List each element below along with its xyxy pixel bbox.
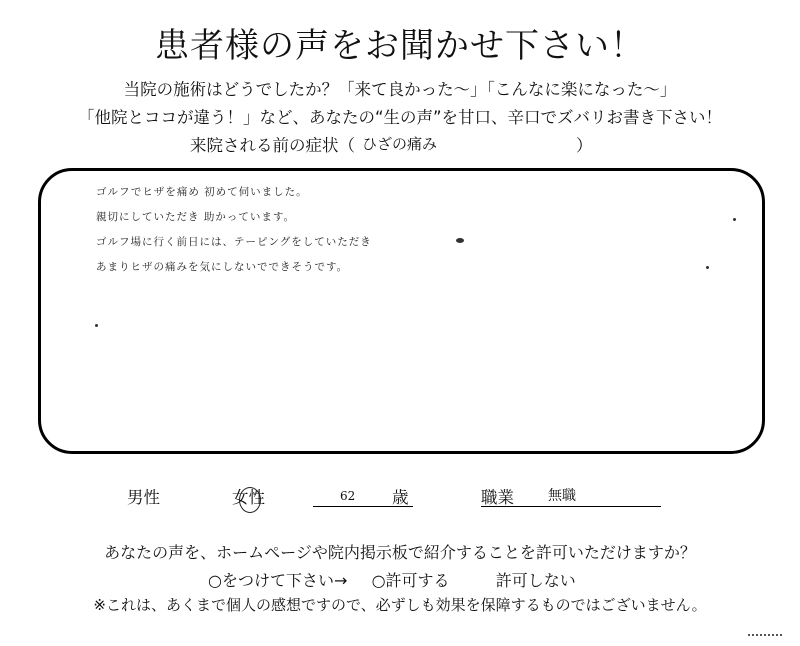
consent-instruction: ○をつけて下さい→ bbox=[208, 571, 348, 590]
occupation-underline bbox=[481, 506, 661, 507]
occupation-label: 職業 bbox=[481, 488, 514, 507]
intro-line-1: 当院の施術はどうでしたか？「来て良かった～」「こんなに楽になった～」 bbox=[123, 80, 677, 99]
consent-question: あなたの声を、ホームページや院内掲示板で紹介することを許可いただけますか？ bbox=[104, 543, 696, 562]
disclaimer: ※これは、あくまで個人の感想ですので、必ずしも効果を保障するものではございません。 bbox=[93, 596, 707, 614]
intro-line-2: 「他院とココが違う！」など、あなたの“生の声”を甘口、辛口でズバリお書き下さい！ bbox=[77, 108, 723, 127]
gender-male-option: 男性 bbox=[127, 488, 160, 507]
page-title: 患者様の声をお聞かせ下さい！ bbox=[155, 26, 645, 66]
symptom-close-paren: ） bbox=[576, 136, 593, 155]
consent-options bbox=[208, 568, 576, 591]
symptom-label: 来院される前の症状 bbox=[190, 136, 339, 155]
symptom-row bbox=[190, 132, 593, 156]
occupation-value: 無職 bbox=[548, 488, 576, 504]
feedback-line: ゴルフ場に行く前日には、テーピングをしていただき bbox=[96, 236, 372, 248]
scan-speck bbox=[706, 266, 709, 269]
feedback-line: ゴルフでヒザを痛め 初めて伺いました。 bbox=[96, 186, 308, 198]
age-label: 歳 bbox=[392, 488, 409, 507]
consent-deny-option: 許可しない bbox=[495, 571, 576, 590]
scan-dots bbox=[748, 634, 782, 636]
scan-speck bbox=[456, 238, 464, 243]
age-value: 62 bbox=[340, 489, 356, 503]
age-underline bbox=[313, 506, 413, 507]
scan-speck bbox=[733, 218, 736, 221]
feedback-line: 親切にしていただき 助かっています。 bbox=[96, 211, 295, 223]
consent-allow-option: ○許可する bbox=[371, 571, 450, 590]
symptom-value: ひざの痛み bbox=[362, 135, 438, 153]
gender-female-option: 女性 bbox=[232, 488, 265, 507]
feedback-line: あまりヒザの痛みを気にしないでできそうです。 bbox=[96, 261, 349, 273]
selection-circle-mark bbox=[239, 487, 261, 513]
scan-speck bbox=[95, 324, 98, 327]
symptom-open-paren: （ bbox=[338, 136, 355, 155]
